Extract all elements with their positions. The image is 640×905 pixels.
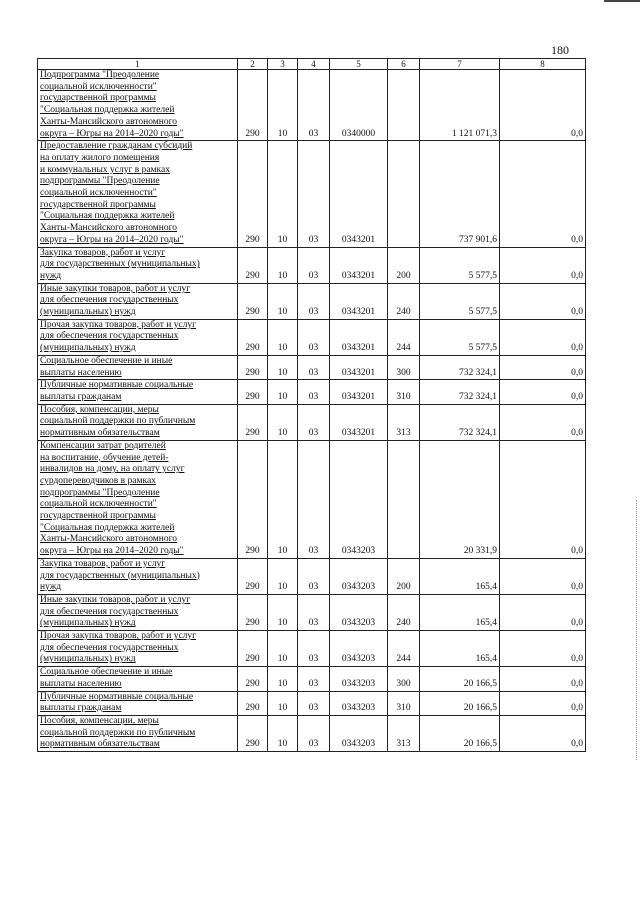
section-cell: 10 bbox=[268, 667, 298, 691]
amount-2015-cell: 20 166,5 bbox=[420, 715, 500, 751]
subsection-cell: 03 bbox=[298, 283, 330, 319]
section-cell: 10 bbox=[268, 594, 298, 630]
row-name-line: социальной поддержки по публичным bbox=[40, 416, 196, 427]
amount-2016-cell: 0,0 bbox=[500, 404, 586, 440]
row-name-line: нормативным обязательствам bbox=[40, 739, 160, 750]
section-cell: 10 bbox=[268, 404, 298, 440]
row-name-line: для обеспечения государственных bbox=[40, 606, 179, 617]
row-name-line: Пособия, компенсации, меры bbox=[40, 404, 159, 415]
row-name-line: выплаты гражданам bbox=[40, 703, 122, 714]
row-name-line: Подпрограмма "Преодоление bbox=[40, 70, 160, 80]
amount-2016-cell: 0,0 bbox=[500, 70, 586, 141]
row-name-line: Ханты-Мансийского автономного bbox=[40, 116, 178, 127]
section-cell: 10 bbox=[268, 283, 298, 319]
row-name-cell bbox=[38, 440, 238, 558]
target-article-cell: 0343203 bbox=[330, 691, 388, 715]
row-name-line: Иные закупки товаров, работ и услуг bbox=[40, 283, 191, 294]
row-name-cell bbox=[38, 247, 238, 283]
amount-2016-cell: 0,0 bbox=[500, 247, 586, 283]
subsection-cell: 03 bbox=[298, 247, 330, 283]
section-cell: 10 bbox=[268, 558, 298, 594]
table-row bbox=[38, 355, 586, 379]
expense-type-cell: 240 bbox=[388, 283, 420, 319]
row-name-line: социальной исключенности" bbox=[40, 81, 157, 92]
row-name-line: (муниципальных) нужд bbox=[40, 618, 136, 629]
row-name-cell bbox=[38, 691, 238, 715]
amount-2015-cell: 732 324,1 bbox=[420, 404, 500, 440]
amount-2016-cell: 0,0 bbox=[500, 319, 586, 355]
target-article-cell: 0343201 bbox=[330, 283, 388, 319]
col-header: 4 bbox=[298, 59, 330, 70]
row-name-line: Прочая закупка товаров, работ и услуг bbox=[40, 631, 197, 642]
section-cell: 10 bbox=[268, 440, 298, 558]
expense-type-cell: 300 bbox=[388, 667, 420, 691]
col-header: 2 bbox=[238, 59, 268, 70]
expense-type-cell: 313 bbox=[388, 715, 420, 751]
row-name-line: "Социальная поддержка жителей bbox=[40, 105, 175, 116]
subsection-cell: 03 bbox=[298, 319, 330, 355]
row-name-line: выплаты населению bbox=[40, 678, 122, 689]
target-article-cell: 0343201 bbox=[330, 404, 388, 440]
code-admin-cell: 290 bbox=[238, 440, 268, 558]
target-article-cell: 0340000 bbox=[330, 70, 388, 141]
amount-2016-cell: 0,0 bbox=[500, 631, 586, 667]
expense-type-cell bbox=[388, 70, 420, 141]
table-row bbox=[38, 667, 586, 691]
amount-2015-cell: 165,4 bbox=[420, 631, 500, 667]
row-name-line: Публичные нормативные социальные bbox=[40, 380, 194, 391]
expense-type-cell bbox=[388, 440, 420, 558]
row-name-cell bbox=[38, 141, 238, 247]
row-name-cell bbox=[38, 404, 238, 440]
row-name-line: подпрограммы "Преодоление bbox=[40, 487, 160, 498]
code-admin-cell: 290 bbox=[238, 667, 268, 691]
col-header: 6 bbox=[388, 59, 420, 70]
amount-2016-cell: 0,0 bbox=[500, 691, 586, 715]
row-name-line: (муниципальных) нужд bbox=[40, 343, 136, 354]
budget-table bbox=[37, 58, 586, 752]
target-article-cell: 0343201 bbox=[330, 355, 388, 379]
amount-2015-cell: 20 331,9 bbox=[420, 440, 500, 558]
table-row bbox=[38, 594, 586, 630]
code-admin-cell: 290 bbox=[238, 283, 268, 319]
row-name-line: нужд bbox=[40, 270, 62, 281]
col-header: 3 bbox=[268, 59, 298, 70]
table-row bbox=[38, 380, 586, 404]
amount-2015-cell: 165,4 bbox=[420, 558, 500, 594]
amount-2015-cell: 20 166,5 bbox=[420, 667, 500, 691]
row-name-line: Закупка товаров, работ и услуг bbox=[40, 247, 166, 258]
table-row bbox=[38, 404, 586, 440]
row-name-line: для обеспечения государственных bbox=[40, 642, 179, 653]
target-article-cell: 0343201 bbox=[330, 380, 388, 404]
section-cell: 10 bbox=[268, 70, 298, 141]
row-name-cell bbox=[38, 558, 238, 594]
row-name-line: выплаты населению bbox=[40, 367, 122, 378]
row-name-line: подпрограммы "Преодоление bbox=[40, 176, 160, 187]
amount-2015-cell: 165,4 bbox=[420, 594, 500, 630]
row-name-line: "Социальная поддержка жителей bbox=[40, 522, 175, 533]
code-admin-cell: 290 bbox=[238, 141, 268, 247]
row-name-line: для обеспечения государственных bbox=[40, 295, 179, 306]
code-admin-cell: 290 bbox=[238, 715, 268, 751]
row-name-line: для государственных (муниципальных) bbox=[40, 259, 200, 270]
table-row bbox=[38, 440, 586, 558]
amount-2015-cell: 1 121 071,3 bbox=[420, 70, 500, 141]
subsection-cell: 03 bbox=[298, 440, 330, 558]
code-admin-cell: 290 bbox=[238, 558, 268, 594]
amount-2016-cell: 0,0 bbox=[500, 283, 586, 319]
code-admin-cell: 290 bbox=[238, 691, 268, 715]
expense-type-cell: 310 bbox=[388, 380, 420, 404]
table-row bbox=[38, 70, 586, 141]
row-name-line: Публичные нормативные социальные bbox=[40, 691, 194, 702]
subsection-cell: 03 bbox=[298, 380, 330, 404]
row-name-line: и коммунальных услуг в рамках bbox=[40, 164, 170, 175]
section-cell: 10 bbox=[268, 247, 298, 283]
table-row bbox=[38, 691, 586, 715]
row-name-line: социальной поддержки по публичным bbox=[40, 727, 196, 738]
section-cell: 10 bbox=[268, 715, 298, 751]
code-admin-cell: 290 bbox=[238, 380, 268, 404]
subsection-cell: 03 bbox=[298, 667, 330, 691]
amount-2016-cell: 0,0 bbox=[500, 594, 586, 630]
subsection-cell: 03 bbox=[298, 691, 330, 715]
subsection-cell: 03 bbox=[298, 594, 330, 630]
table-row bbox=[38, 283, 586, 319]
expense-type-cell bbox=[388, 141, 420, 247]
target-article-cell: 0343201 bbox=[330, 247, 388, 283]
section-cell: 10 bbox=[268, 380, 298, 404]
row-name-line: для обеспечения государственных bbox=[40, 331, 179, 342]
row-name-line: нужд bbox=[40, 582, 62, 593]
target-article-cell: 0343201 bbox=[330, 141, 388, 247]
table-row bbox=[38, 558, 586, 594]
row-name-line: округа – Югры на 2014–2020 годы" bbox=[40, 234, 184, 245]
subsection-cell: 03 bbox=[298, 70, 330, 141]
code-admin-cell: 290 bbox=[238, 631, 268, 667]
expense-type-cell: 200 bbox=[388, 558, 420, 594]
row-name-line: на оплату жилого помещения bbox=[40, 152, 160, 163]
target-article-cell: 0343201 bbox=[330, 319, 388, 355]
amount-2016-cell: 0,0 bbox=[500, 440, 586, 558]
target-article-cell: 0343203 bbox=[330, 667, 388, 691]
amount-2015-cell: 20 166,5 bbox=[420, 691, 500, 715]
expense-type-cell: 244 bbox=[388, 319, 420, 355]
amount-2016-cell: 0,0 bbox=[500, 667, 586, 691]
scan-edge-mark bbox=[604, 0, 640, 2]
amount-2016-cell: 0,0 bbox=[500, 558, 586, 594]
row-name-cell bbox=[38, 283, 238, 319]
row-name-cell bbox=[38, 319, 238, 355]
section-cell: 10 bbox=[268, 631, 298, 667]
section-cell: 10 bbox=[268, 691, 298, 715]
amount-2016-cell: 0,0 bbox=[500, 715, 586, 751]
row-name-cell bbox=[38, 70, 238, 141]
subsection-cell: 03 bbox=[298, 404, 330, 440]
expense-type-cell: 244 bbox=[388, 631, 420, 667]
row-name-line: (муниципальных) нужд bbox=[40, 654, 136, 665]
code-admin-cell: 290 bbox=[238, 247, 268, 283]
row-name-cell bbox=[38, 355, 238, 379]
row-name-line: сурдопереводчиков в рамках bbox=[40, 475, 156, 486]
subsection-cell: 03 bbox=[298, 715, 330, 751]
table-row bbox=[38, 631, 586, 667]
subsection-cell: 03 bbox=[298, 355, 330, 379]
row-name-line: выплаты гражданам bbox=[40, 391, 122, 402]
row-name-line: Иные закупки товаров, работ и услуг bbox=[40, 594, 191, 605]
row-name-line: округа – Югры на 2014–2020 годы" bbox=[40, 546, 184, 557]
subsection-cell: 03 bbox=[298, 631, 330, 667]
header-row bbox=[38, 59, 586, 70]
row-name-line: для государственных (муниципальных) bbox=[40, 570, 200, 581]
row-name-cell bbox=[38, 380, 238, 404]
subsection-cell: 03 bbox=[298, 141, 330, 247]
row-name-line: социальной исключенности" bbox=[40, 188, 157, 199]
code-admin-cell: 290 bbox=[238, 70, 268, 141]
target-article-cell: 0343203 bbox=[330, 558, 388, 594]
scan-edge-dots bbox=[635, 500, 637, 760]
amount-2015-cell: 732 324,1 bbox=[420, 380, 500, 404]
subsection-cell: 03 bbox=[298, 558, 330, 594]
row-name-line: округа – Югры на 2014–2020 годы" bbox=[40, 128, 184, 139]
col-header: 5 bbox=[330, 59, 388, 70]
row-name-line: Социальное обеспечение и иные bbox=[40, 667, 173, 678]
row-name-line: инвалидов на дому, на оплату услуг bbox=[40, 464, 185, 475]
target-article-cell: 0343203 bbox=[330, 631, 388, 667]
row-name-line: Прочая закупка товаров, работ и услуг bbox=[40, 319, 197, 330]
row-name-line: (муниципальных) нужд bbox=[40, 307, 136, 318]
row-name-cell bbox=[38, 715, 238, 751]
section-cell: 10 bbox=[268, 319, 298, 355]
code-admin-cell: 290 bbox=[238, 319, 268, 355]
page-number: 180 bbox=[551, 43, 569, 57]
row-name-line: государственной программы bbox=[40, 511, 156, 522]
target-article-cell: 0343203 bbox=[330, 715, 388, 751]
expense-type-cell: 300 bbox=[388, 355, 420, 379]
row-name-line: Компенсации затрат родителей bbox=[40, 440, 166, 451]
table-row bbox=[38, 247, 586, 283]
table-row bbox=[38, 715, 586, 751]
row-name-cell bbox=[38, 631, 238, 667]
row-name-cell bbox=[38, 667, 238, 691]
amount-2015-cell: 5 577,5 bbox=[420, 283, 500, 319]
target-article-cell: 0343203 bbox=[330, 440, 388, 558]
col-header: 7 bbox=[420, 59, 500, 70]
row-name-line: Ханты-Мансийского автономного bbox=[40, 534, 178, 545]
amount-2015-cell: 732 324,1 bbox=[420, 355, 500, 379]
code-admin-cell: 290 bbox=[238, 355, 268, 379]
amount-2015-cell: 5 577,5 bbox=[420, 247, 500, 283]
expense-type-cell: 313 bbox=[388, 404, 420, 440]
col-header: 8 bbox=[500, 59, 586, 70]
expense-type-cell: 200 bbox=[388, 247, 420, 283]
code-admin-cell: 290 bbox=[238, 404, 268, 440]
row-name-line: на воспитание, обучение детей- bbox=[40, 452, 169, 463]
col-header: 1 bbox=[38, 59, 238, 70]
section-cell: 10 bbox=[268, 141, 298, 247]
row-name-line: государственной программы bbox=[40, 199, 156, 210]
row-name-line: государственной программы bbox=[40, 93, 156, 104]
amount-2015-cell: 737 901,6 bbox=[420, 141, 500, 247]
expense-type-cell: 310 bbox=[388, 691, 420, 715]
row-name-line: нормативным обязательствам bbox=[40, 428, 160, 439]
row-name-line: Предоставление гражданам субсидий bbox=[40, 141, 193, 152]
expense-type-cell: 240 bbox=[388, 594, 420, 630]
row-name-cell bbox=[38, 594, 238, 630]
table-row bbox=[38, 319, 586, 355]
row-name-line: Закупка товаров, работ и услуг bbox=[40, 558, 166, 569]
amount-2016-cell: 0,0 bbox=[500, 355, 586, 379]
row-name-line: "Социальная поддержка жителей bbox=[40, 211, 175, 222]
code-admin-cell: 290 bbox=[238, 594, 268, 630]
row-name-line: Социальное обеспечение и иные bbox=[40, 355, 173, 366]
table-row bbox=[38, 141, 586, 247]
row-name-line: Пособия, компенсации, меры bbox=[40, 715, 159, 726]
amount-2015-cell: 5 577,5 bbox=[420, 319, 500, 355]
amount-2016-cell: 0,0 bbox=[500, 141, 586, 247]
amount-2016-cell: 0,0 bbox=[500, 380, 586, 404]
target-article-cell: 0343203 bbox=[330, 594, 388, 630]
row-name-line: социальной исключенности" bbox=[40, 499, 157, 510]
row-name-line: Ханты-Мансийского автономного bbox=[40, 223, 178, 234]
section-cell: 10 bbox=[268, 355, 298, 379]
